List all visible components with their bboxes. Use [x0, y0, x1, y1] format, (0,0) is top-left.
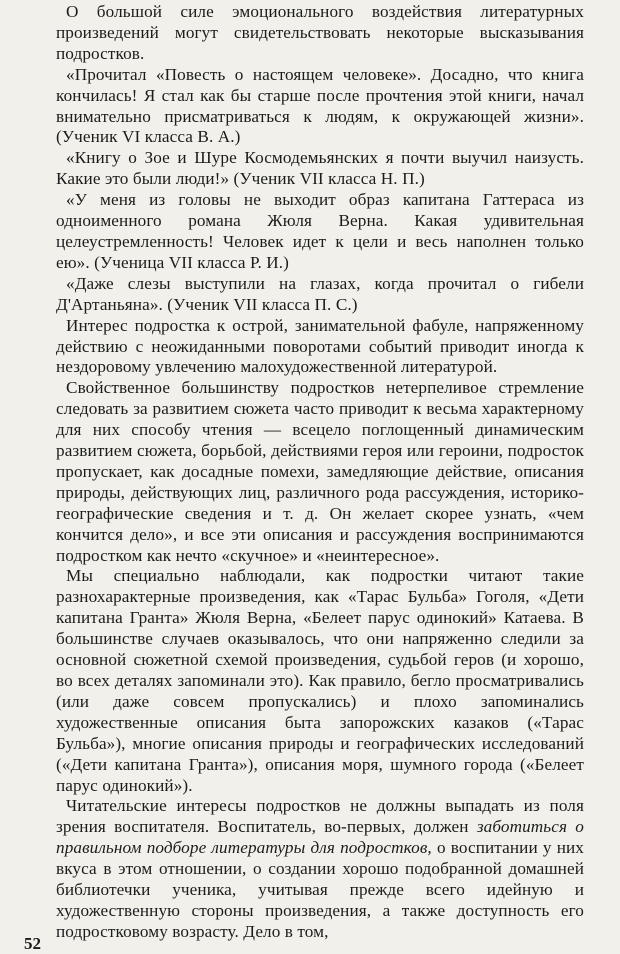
emphasis-text: заботиться о правильном подборе литературы для подростков, — [56, 817, 584, 858]
quote-paragraph: «Даже слезы выступили на глазах, когда прочитал о гибели Д'Артаньяна». (Ученик VII класса П. С.) — [56, 273, 584, 314]
page-number: 52 — [24, 934, 41, 953]
paragraph: Свойственное большинству подростков нетерпеливое стремление следовать за развитием сюжета часто приводит к весьма характерному для них способу чтения — всецело поглощенный динамическим развитием сюжета, борьбой, действиями героя или героини, подросток пропускает, как досадные помехи, замедляющие действие, описания природы, действующих лиц, различного рода рассуждения, историко-географические сведения и т. д. Он желает скорее узнать, «чем кончится дело», и все эти описания и рассуждения воспринимаются подростком как нечто «скучное» и «неинтересное». — [56, 378, 584, 565]
paragraph: Интерес подростка к острой, занимательной фабуле, напряженному действию с неожиданными поворотами событий приводит иногда к нездоровому увлечению малохудожественной литературой. — [56, 315, 584, 377]
quote-paragraph: «У меня из головы не выходит образ капитана Гаттераса из одноименного романа Жюля Верна. Какая удивительная целеустремленность! Человек идет к цели и весь наполнен только ею». (Ученица VII класса Р. И.) — [56, 190, 584, 272]
quote-paragraph: «Прочитал «Повесть о настоящем человеке». Досадно, что книга кончилась! Я стал как бы старше после прочтения этой книги, начал внимательно присматриваться к людям, к окружающей жизни». (Ученик VI класса В. А.) — [56, 64, 584, 147]
paragraph-text: Читательские интересы подростков не должны выпадать из поля зрения воспитателя. Воспитатель, во-первых, должен — [56, 796, 584, 837]
paragraph-last — [56, 796, 584, 942]
quote-paragraph: «Книгу о Зое и Шуре Космодемьянских я почти выучил наизусть. Какие это были люди!» (Ученик VII класса Н. П.) — [56, 148, 584, 189]
body-text — [56, 2, 584, 943]
paragraph: Мы специально наблюдали, как подростки читают такие разнохарактерные произведения, как «Тарас Бульба» Гоголя, «Дети капитана Гранта» Жюля Верна, «Белеет парус одинокий» Катаева. В большинстве случаев оказывалось, что они напряженно следили за основной сюжетной схемой произведения, судьбой геров (и хорошо, во всех деталях запоминали это). Как правило, бегло просматривались (или даже совсем пропускались) и плохо запоминались художественные описания быта запорожских казаков («Тарас Бульба»), многие описания природы и географических исследований («Дети капитана Гранта»), описания моря, шумного города («Белеет парус одинокий»). — [56, 566, 584, 795]
paragraph-intro: О большой силе эмоционального воздействия литературных произведений могут свидетельствовать некоторые высказывания подростков. — [56, 2, 584, 63]
paragraph-text: о воспитании у них вкуса в этом отношении, о создании хорошо подобранной домашней библиотечки ученика, учитывая прежде всего идейную и художественную стороны произведения, а также доступность его подростковому возрасту. Дело в том, — [56, 838, 584, 941]
